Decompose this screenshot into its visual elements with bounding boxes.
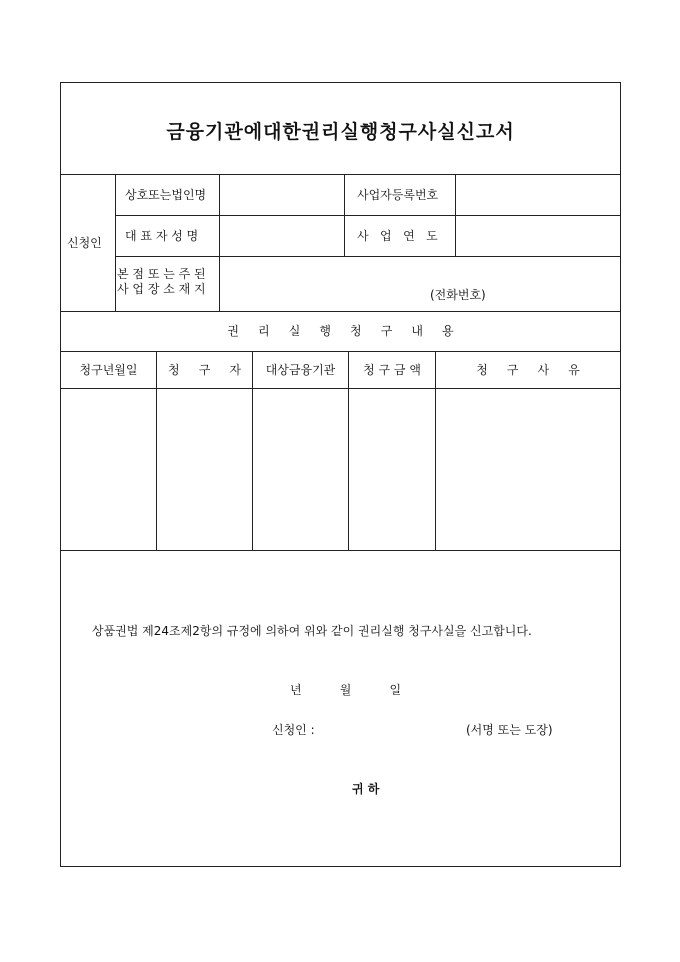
divider [344, 174, 345, 256]
biz-reg-no-label: 사업자등록번호 [357, 188, 439, 202]
divider [252, 351, 253, 550]
address-label-line2: 사 업 장 소 재 지 [117, 282, 206, 296]
company-name-label: 상호또는법인명 [125, 188, 207, 202]
divider [455, 174, 456, 256]
divider [219, 174, 220, 311]
divider [61, 388, 620, 389]
divider [61, 174, 620, 175]
divider [115, 215, 620, 216]
divider [348, 351, 349, 550]
form-title: 금융기관에대한권리실행청구사실신고서 [166, 121, 515, 143]
divider [61, 351, 620, 352]
phone-label: (전화번호) [430, 288, 486, 302]
column-header-reason: 청 구 사 유 [476, 363, 580, 377]
divider [435, 351, 436, 550]
column-header-claimant: 청 구 자 [168, 363, 241, 377]
declaration-statement: 상품권법 제24조제2항의 규정에 의하여 위와 같이 권리실행 청구사실을 신고합니다. [92, 624, 532, 638]
declaration-date: 년 월 일 [290, 683, 402, 697]
divider [115, 174, 116, 311]
divider [61, 550, 620, 551]
address-label-line1: 본 점 또 는 주 된 [117, 267, 206, 281]
declaration-applicant-label: 신청인 : [272, 723, 315, 737]
column-header-amount: 청 구 금 액 [363, 363, 421, 377]
divider [156, 351, 157, 550]
divider [61, 311, 620, 312]
column-header-claim-date: 청구년월일 [79, 363, 138, 377]
column-header-institution: 대상금융기관 [265, 363, 336, 377]
applicant-label: 신청인 [67, 236, 102, 250]
addressee: 귀 하 [352, 782, 380, 796]
signature-label: (서명 또는 도장) [466, 723, 553, 737]
divider [115, 256, 620, 257]
report-form [60, 82, 621, 867]
representative-label: 대 표 자 성 명 [125, 229, 199, 243]
biz-year-label: 사 업 연 도 [357, 229, 438, 243]
claim-section-heading: 권 리 실 행 청 구 내 용 [227, 324, 454, 338]
